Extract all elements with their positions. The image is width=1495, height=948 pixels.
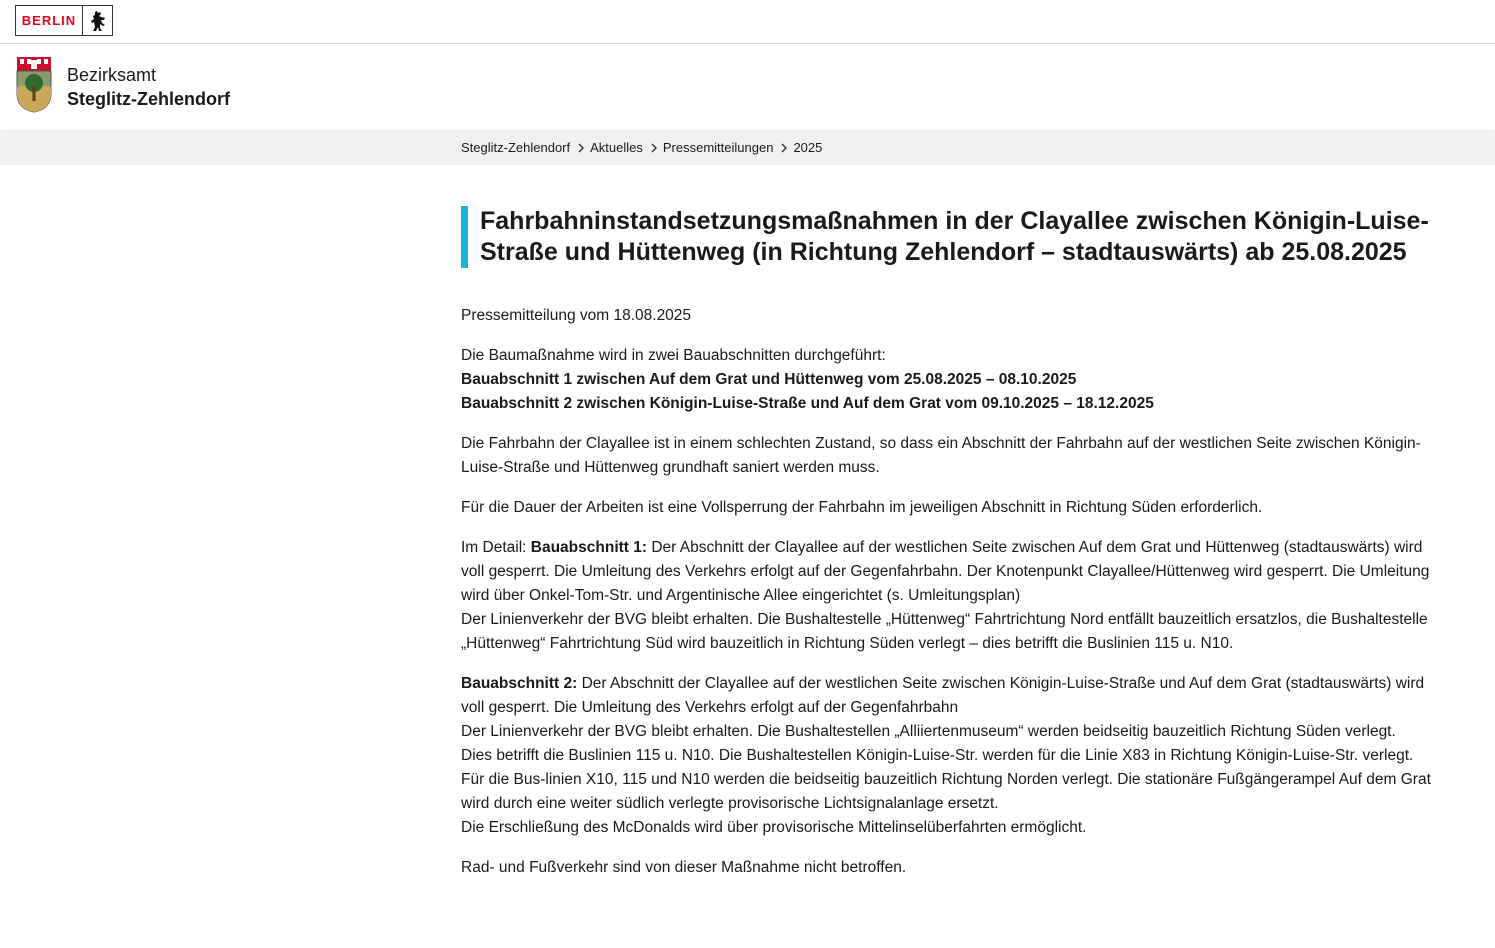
press-release-date: Pressemitteilung vom 18.08.2025	[461, 307, 692, 324]
phase-2-detail	[461, 672, 1431, 840]
org-name-line2: Steglitz-Zehlendorf	[67, 89, 230, 109]
site-header	[0, 44, 1495, 130]
chevron-right-icon	[781, 143, 787, 153]
phase-1-dates: Bauabschnitt 1 zwischen Auf dem Grat und Hüttenweg vom 25.08.2025 – 08.10.2025	[461, 371, 1077, 388]
berlin-logo-link[interactable]	[15, 5, 113, 36]
phase-2-dates: Bauabschnitt 2 zwischen Königin-Luise-Straße und Auf dem Grat vom 09.10.2025 – 18.12.2025	[461, 395, 1154, 412]
coat-of-arms-icon	[15, 57, 53, 113]
breadcrumb-item-aktuelles[interactable]: Aktuelles	[590, 140, 643, 155]
phase-2-text: Der Abschnitt der Clayallee auf der westlichen Seite zwischen Königin-Luise-Straße und Auf dem Grat (stadtauswärts) wird voll gesperrt. Die Umleitung des Verkehrs erfolgt auf der Gegenfahrbahn	[461, 675, 1425, 716]
breadcrumb-bar	[0, 131, 1495, 165]
phase-2-label: Bauabschnitt 2:	[461, 675, 578, 692]
cyclists-paragraph: Rad- und Fußverkehr sind von dieser Maßnahme nicht betroffen.	[461, 859, 907, 876]
breadcrumb-item-current: 2025	[793, 140, 823, 155]
phase-1-text: Der Abschnitt der Clayallee auf der westlichen Seite zwischen Auf dem Grat und Hüttenweg (stadtauswärts) wird voll gesperrt. Die Umleitung des Verkehrs erfolgt auf der Gegenfahrbahn. Der Knotenpunkt Clayallee/Hüttenweg wird gesperrt. Die Umleitung wird über Onkel-Tom-Str. und Argentinische Allee eingerichtet (s. Umleitungsplan)	[461, 539, 1430, 604]
article-body	[461, 304, 1431, 880]
phases-intro: Die Baumaßnahme wird in zwei Bauabschnitten durchgeführt:	[461, 347, 886, 364]
top-bar	[0, 0, 1495, 44]
chevron-right-icon	[578, 143, 584, 153]
phases-paragraph	[461, 344, 1431, 416]
article	[461, 206, 1431, 896]
phase-2-access-text: Die Erschließung des McDonalds wird über provisorische Mittelinselüberfahrten ermöglicht.	[461, 819, 1087, 836]
title-accent-bar	[461, 206, 1431, 268]
phase-1-bvg-text: Der Linienverkehr der BVG bleibt erhalten. Die Bushaltestelle „Hüttenweg“ Fahrtrichtung Nord entfällt bauzeitlich ersatzlos, die Bushaltestelle „Hüttenweg“ Fahrtrichtung Süd wird bauzeitlich in Richtung Süden verlegt – dies betrifft die Buslinien 115 u. N10.	[461, 611, 1428, 652]
breadcrumb-item-steglitz-zehlendorf[interactable]: Steglitz-Zehlendorf	[461, 140, 571, 155]
detail-prefix: Im Detail:	[461, 539, 531, 556]
page-title: Fahrbahninstandsetzungsmaßnahmen in der Clayallee zwischen Königin-Luise-Straße und Hüttenweg (in Richtung Zehlendorf – stadtauswärts) ab 25.08.2025	[480, 207, 1429, 266]
chevron-right-icon	[651, 143, 657, 153]
phase-2-bvg-text: Der Linienverkehr der BVG bleibt erhalten. Die Bushaltestellen „Alliiertenmuseum“ werden beidseitig bauzeitlich Richtung Süden verlegt. Dies betrifft die Buslinien 115 u. N10. Die Bushaltestellen Königin-Luise-Str. werden für die Linie X83 in Richtung Königin-Luise-Str. verlegt. Für die Bus-linien X10, 115 und N10 werden die beidseitig bauzeitlich Richtung Norden verlegt. Die stationäre Fußgängerampel Auf dem Grat wird durch eine weiter südlich verlegte provisorische Lichtsignalanlage ersetzt.	[461, 723, 1431, 812]
closure-paragraph: Für die Dauer der Arbeiten ist eine Vollsperrung der Fahrbahn im jeweiligen Abschnitt in Richtung Süden erforderlich.	[461, 499, 1263, 516]
phase-1-detail	[461, 536, 1431, 656]
berlin-bear-icon	[83, 6, 112, 35]
org-name-line1: Bezirksamt	[67, 65, 157, 85]
breadcrumb	[461, 140, 822, 155]
breadcrumb-item-pressemitteilungen[interactable]: Pressemitteilungen	[662, 140, 774, 155]
berlin-logo-text: BERLIN	[16, 6, 83, 35]
condition-paragraph: Die Fahrbahn der Clayallee ist in einem schlechten Zustand, so dass ein Abschnitt der Fahrbahn auf der westlichen Seite zwischen Königin-Luise-Straße und Hüttenweg grundhaft saniert werden muss.	[461, 435, 1421, 476]
phase-1-label: Bauabschnitt 1:	[530, 539, 648, 556]
